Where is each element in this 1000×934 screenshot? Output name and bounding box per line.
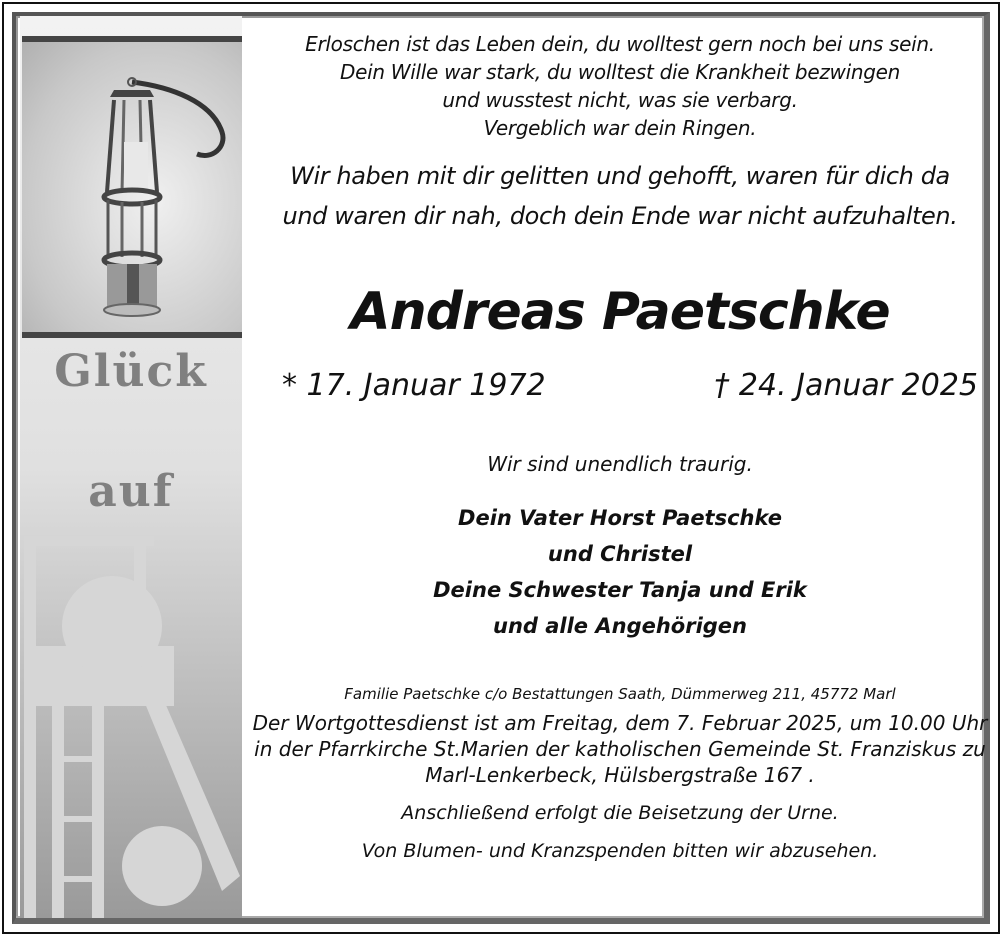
family-line: Deine Schwester Tanja und Erik xyxy=(433,578,807,602)
condolence-line: und waren dir nah, doch dein Ende war nicht aufzuhalten. xyxy=(282,202,958,230)
mourning-text: Wir sind unendlich traurig. xyxy=(487,452,753,476)
family-line: und alle Angehörigen xyxy=(493,614,747,638)
service-line: Marl-Lenkerbeck, Hülsbergstraße 167 . xyxy=(425,763,815,787)
motto-auf: auf xyxy=(88,466,174,517)
decorative-sidebar xyxy=(20,16,242,918)
flowers-note: Von Blumen- und Kranzspenden bitten wir abzusehen. xyxy=(361,840,879,862)
obituary-content xyxy=(250,30,990,864)
poem-line: Vergeblich war dein Ringen. xyxy=(483,116,757,140)
poem-line: und wusstest nicht, was sie verbarg. xyxy=(442,88,798,112)
family-line: Dein Vater Horst Paetschke xyxy=(458,506,782,530)
miner-lamp-panel xyxy=(22,36,242,338)
poem-line: Dein Wille war stark, du wolltest die Krankheit bezwingen xyxy=(339,60,900,84)
urn-burial-text: Anschließend erfolgt die Beisetzung der Urne. xyxy=(401,802,839,824)
family-block xyxy=(250,500,990,644)
condolence-block xyxy=(250,156,990,236)
family-line: und Christel xyxy=(547,542,693,566)
deceased-name: Andreas Paetschke xyxy=(350,282,890,342)
life-dates xyxy=(250,368,990,404)
poem-block xyxy=(250,30,990,142)
service-block xyxy=(250,710,990,788)
contact-address: Familie Paetschke c/o Bestattungen Saath, Dümmerweg 211, 45772 Marl xyxy=(344,685,896,703)
poem-line: Erloschen ist das Leben dein, du wolltest gern noch bei uns sein. xyxy=(305,32,935,56)
miner-lamp-icon xyxy=(22,42,242,332)
birth-date: * 17. Januar 1972 xyxy=(282,368,546,403)
service-line: in der Pfarrkirche St.Marien der katholischen Gemeinde St. Franziskus zu xyxy=(254,737,986,761)
service-line: Der Wortgottesdienst ist am Freitag, dem 7. Februar 2025, um 10.00 Uhr xyxy=(252,711,988,735)
death-date: † 24. Januar 2025 xyxy=(714,368,978,403)
condolence-line: Wir haben mit dir gelitten und gehofft, waren für dich da xyxy=(290,162,950,190)
mine-headframe-icon xyxy=(22,496,242,918)
motto-gluck: Glück xyxy=(54,346,208,397)
